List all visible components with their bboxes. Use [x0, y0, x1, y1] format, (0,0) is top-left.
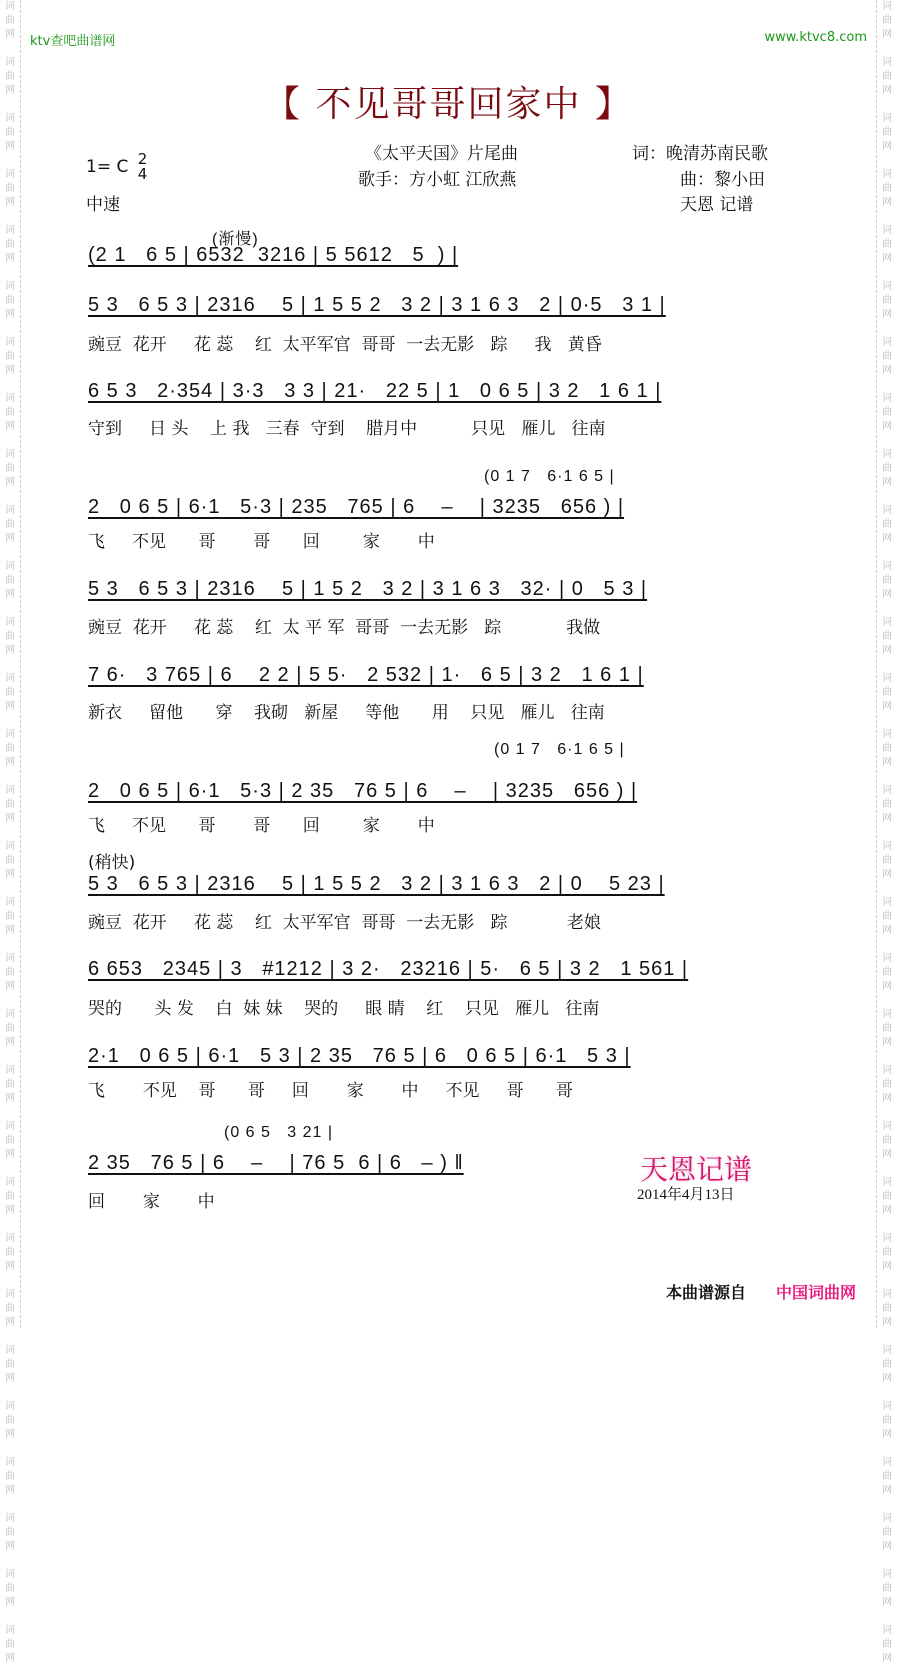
lyric-line: 飞 不见 哥 哥 回 家 中 [88, 816, 435, 836]
singers: 歌手：方小虹 江欣燕 [358, 170, 517, 190]
site-url-right[interactable]: www.ktvc8.com [764, 30, 867, 45]
notation-line: 2 0 6 5 | 6·1 5·3 | 2 35 76 5 | 6 – | 3235 656 ) | [88, 780, 638, 802]
left-watermark-strip: 词 曲 网 词 曲 网 词 曲 网 词 曲 网 词 曲 网 词 曲 网 词 曲 网 词 曲 网 词 曲 网 词 曲 网 词 曲 网 词 曲 网 词 曲 网 词 曲 网 词 曲 网 词 曲 网 词 曲 网 词 曲 网 词 曲 网 词 曲 网 词 曲 网 词 曲 网 词 曲 网 词 曲 网 词 曲 网 词 曲 网 词 曲 网 词 曲 网 词 曲 网 词 曲 网 [0, 0, 21, 1328]
notation-line: 7 6· 3 765 | 6 2 2 | 5 5· 2 532 | 1· 6 5 | 3 2 1 6 1 | [88, 664, 644, 686]
date: 2014年4月13日 [637, 1187, 735, 1203]
lyric-line: (稍快) [88, 853, 136, 873]
time-top: 2 [137, 150, 148, 168]
notation-annotation: (0 1 7 6·1 6 5 | [494, 741, 625, 758]
key-signature [86, 152, 147, 182]
notation-annotation: (0 6 5 3 21 | [224, 1124, 333, 1141]
right-watermark-strip: 词 曲 网 词 曲 网 词 曲 网 词 曲 网 词 曲 网 词 曲 网 词 曲 网 词 曲 网 词 曲 网 词 曲 网 词 曲 网 词 曲 网 词 曲 网 词 曲 网 词 曲 网 词 曲 网 词 曲 网 词 曲 网 词 曲 网 词 曲 网 词 曲 网 词 曲 网 词 曲 网 词 曲 网 词 曲 网 词 曲 网 词 曲 网 词 曲 网 词 曲 网 词 曲 网 [876, 0, 897, 1328]
notation-line: 5 3 6 5 3 | 2316 5 | 1 5 5 2 3 2 | 3 1 6 3 2 | 0·5 3 1 | [88, 294, 666, 316]
transcriber: 天恩 记谱 [680, 195, 754, 215]
notation-line: 2 0 6 5 | 6·1 5·3 | 235 765 | 6 – | 3235 656 ) | [88, 496, 625, 518]
source-site-link[interactable]: 中国词曲网 [776, 1283, 857, 1302]
key-label: 1= C [86, 157, 129, 177]
lyric-line: 新衣 留他 穿 我砌 新屋 等他 用 只见 雁儿 往南 [88, 703, 605, 723]
time-bottom: 4 [137, 165, 148, 183]
notation-line: 2·1 0 6 5 | 6·1 5 3 | 2 35 76 5 | 6 0 6 5 | 6·1 5 3 | [88, 1045, 631, 1067]
notation-annotation: (渐慢) [212, 231, 259, 248]
lyric-line: 豌豆 花开 花 蕊 红 太平军官 哥哥 一去无影 踪 老娘 [88, 913, 601, 933]
song-title: 【 不见哥哥回家中 】 [264, 84, 633, 125]
site-name-left[interactable]: ktv查吧曲谱网 [30, 34, 116, 49]
notation-line: 5 3 6 5 3 | 2316 5 | 1 5 2 3 2 | 3 1 6 3 32· | 0 5 3 | [88, 578, 648, 600]
lyric-line: 回 家 中 [88, 1192, 215, 1212]
lyric-line: 哭的 头 发 白 妹 妹 哭的 眼 睛 红 只见 雁儿 往南 [88, 999, 600, 1019]
tempo: 中速 [86, 195, 120, 215]
notation-line: (2 1 6 5 | 6532 3216 | 5 5612 5 ) | [88, 244, 459, 266]
notation-line: 6 653 2345 | 3 #1212 | 3 2· 23216 | 5· 6 5 | 3 2 1 561 | [88, 958, 689, 980]
notation-line: 5 3 6 5 3 | 2316 5 | 1 5 5 2 3 2 | 3 1 6 3 2 | 0 5 23 | [88, 873, 665, 895]
notation-line: 6 5 3 2·354 | 3·3 3 3 | 21· 22 5 | 1 0 6 5 | 3 2 1 6 1 | [88, 380, 662, 402]
source-label: 本曲谱源自 [666, 1283, 747, 1302]
notation-line: 2 35 76 5 | 6 – | 76 5 6 | 6 – ) ‖ [88, 1152, 464, 1174]
lyric-line: 守到 日 头 上 我 三春 守到 腊月中 只见 雁儿 往南 [88, 419, 606, 439]
notation-annotation: (0 1 7 6·1 6 5 | [484, 468, 615, 485]
lyricist: 词：晚清苏南民歌 [632, 144, 768, 164]
lyric-line: 豌豆 花开 花 蕊 红 太平军官 哥哥 一去无影 踪 我 黄昏 [88, 335, 602, 355]
composer: 曲：黎小田 [680, 170, 765, 190]
lyric-line: 飞 不见 哥 哥 回 家 中 不见 哥 哥 [88, 1081, 573, 1101]
signature: 天恩记谱 [640, 1153, 753, 1186]
lyric-line: 豌豆 花开 花 蕊 红 太 平 军 哥哥 一去无影 踪 我做 [88, 618, 601, 638]
lyric-line: 飞 不见 哥 哥 回 家 中 [88, 532, 435, 552]
source: 《太平天国》片尾曲 [365, 144, 518, 164]
